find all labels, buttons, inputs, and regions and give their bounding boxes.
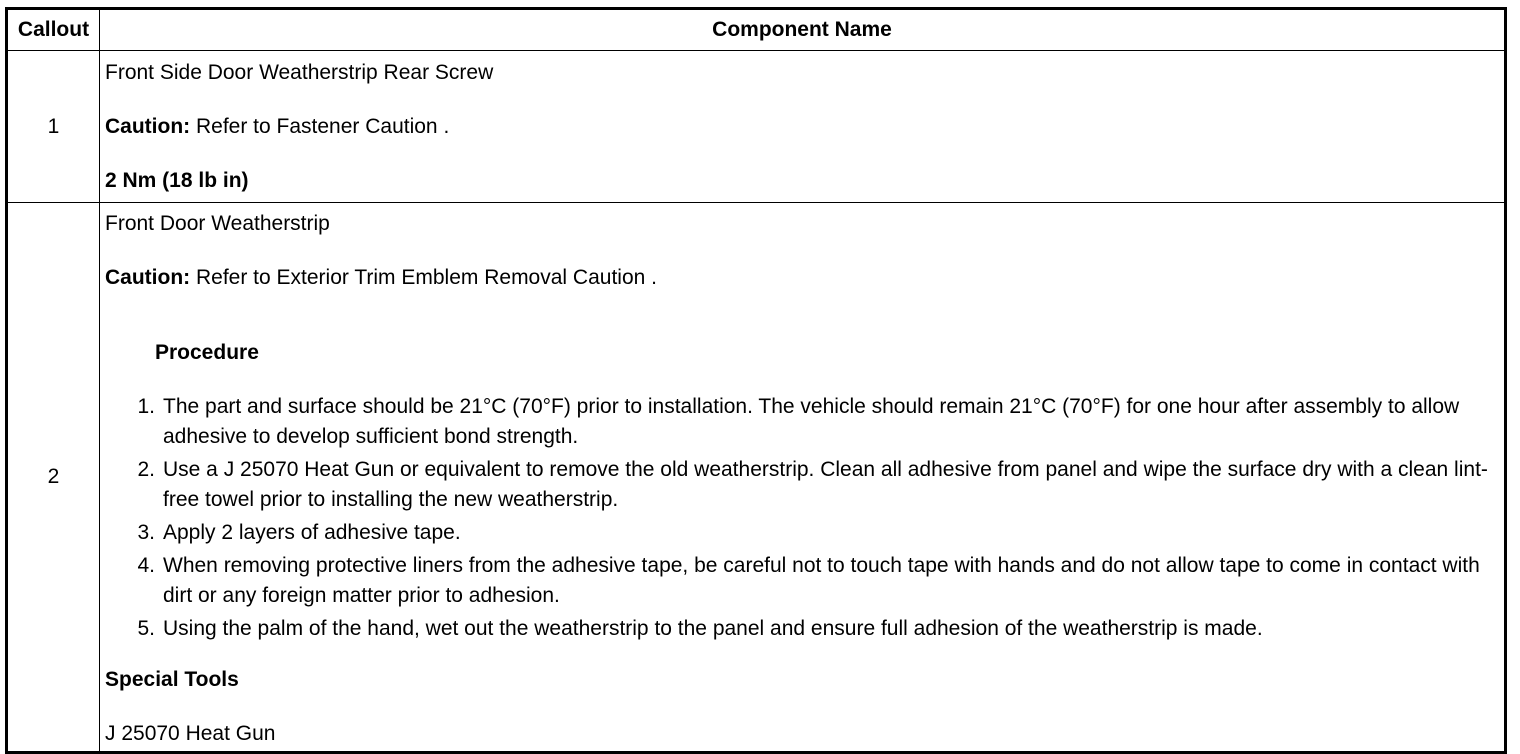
step-number: 2. xyxy=(137,458,155,481)
procedure-step xyxy=(105,455,1496,515)
procedure-step xyxy=(105,551,1496,611)
callout-number: 1 xyxy=(7,51,100,203)
step-text: Apply 2 layers of adhesive tape. xyxy=(163,521,461,544)
caution-text: Refer to Fastener Caution . xyxy=(190,115,450,138)
table-header-row xyxy=(7,9,1506,51)
step-text: Use a J 25070 Heat Gun or equivalent to remove the old weatherstrip. Clean all adhesive from panel and wipe the surface dry with a clean lint-free towel prior to installing the new weatherstrip. xyxy=(163,458,1488,511)
component-cell xyxy=(100,203,1506,753)
caution-line xyxy=(105,263,1496,293)
component-cell xyxy=(100,51,1506,203)
step-text: Using the palm of the hand, wet out the weatherstrip to the panel and ensure full adhesion of the weatherstrip is made. xyxy=(163,617,1263,640)
torque-spec: 2 Nm (18 lb in) xyxy=(105,169,249,192)
table-row xyxy=(7,51,1506,203)
step-text: When removing protective liners from the adhesive tape, be careful not to touch tape with hands and do not allow tape to come in contact with dirt or any foreign matter prior to adhesion. xyxy=(163,554,1480,607)
step-number: 3. xyxy=(137,521,155,544)
component-name: Front Door Weatherstrip xyxy=(105,212,330,235)
callout-header: Callout xyxy=(7,9,100,51)
step-text: The part and surface should be 21°C (70°F) prior to installation. The vehicle should remain 21°C (70°F) for one hour after assembly to allow adhesive to develop sufficient bond strength. xyxy=(163,395,1460,448)
procedure-title: Procedure xyxy=(155,341,259,364)
caution-line xyxy=(105,112,1496,142)
special-tool-item: J 25070 Heat Gun xyxy=(105,722,276,745)
procedure-step xyxy=(105,392,1496,452)
step-number: 1. xyxy=(137,395,155,418)
component-name: Front Side Door Weatherstrip Rear Screw xyxy=(105,61,494,84)
special-tools-title: Special Tools xyxy=(105,668,239,691)
procedure-step xyxy=(105,518,1496,548)
caution-label: Caution: xyxy=(105,115,191,138)
component-name-header: Component Name xyxy=(100,9,1506,51)
component-table xyxy=(5,7,1507,754)
table-row xyxy=(7,203,1506,753)
step-number: 5. xyxy=(137,617,155,640)
caution-text: Refer to Exterior Trim Emblem Removal Caution . xyxy=(190,266,657,289)
step-number: 4. xyxy=(137,554,155,577)
callout-number: 2 xyxy=(7,203,100,753)
procedure-step xyxy=(105,614,1496,644)
procedure-steps xyxy=(105,392,1496,644)
caution-label: Caution: xyxy=(105,266,191,289)
